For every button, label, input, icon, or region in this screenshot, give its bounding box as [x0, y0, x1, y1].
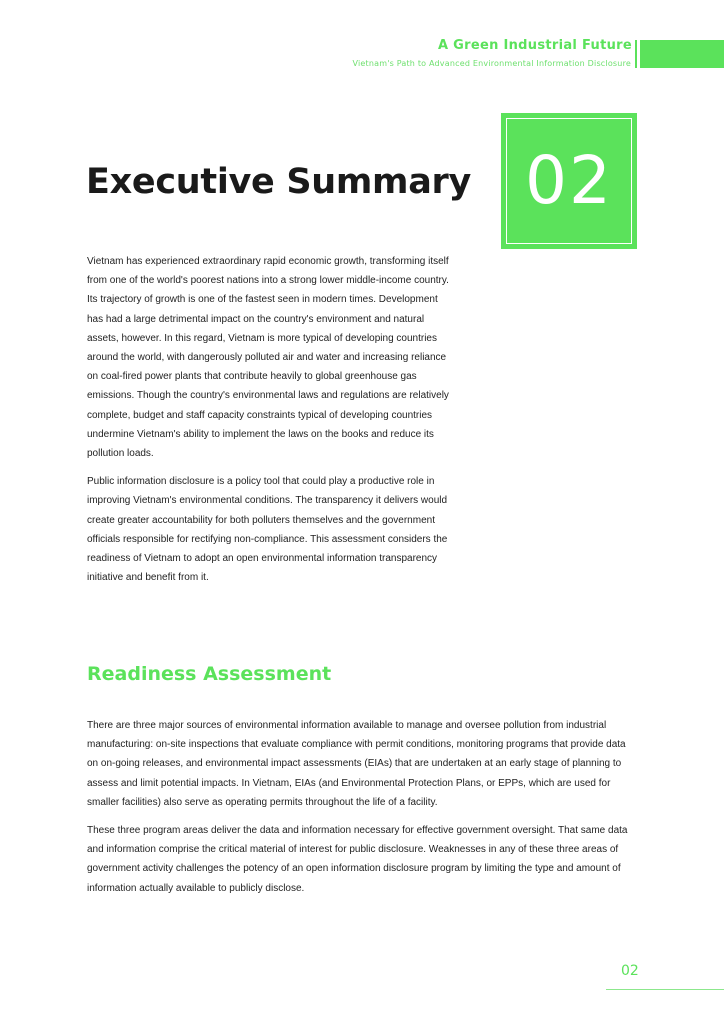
section-heading: Readiness Assessment [87, 663, 332, 685]
footer-rule [606, 989, 724, 990]
section-body [87, 716, 635, 907]
section-paragraph: These three program areas deliver the data and information necessary for effective government oversight. That same data and information comprise the critical material of interest for public disclosure. Weaknesses in any of these three areas of government activity challenges the potency of an open information disclosure program by limiting the type and amount of information actually available to publicly disclose. [87, 825, 628, 894]
header-accent-rule [635, 40, 637, 68]
intro-text [87, 252, 449, 596]
chapter-number: 02 [525, 142, 613, 219]
header-title: A Green Industrial Future [438, 38, 632, 53]
chapter-badge-frame [506, 118, 632, 244]
intro-paragraph: Public information disclosure is a policy tool that could play a productive role in improving Vietnam's environmental conditions. The transparency it delivers would create greater accountability for both polluters themselves and the government officials responsible for rectifying non-compliance. This assessment considers the readiness of Vietnam to adopt an open environmental information transparency initiative and benefit from it. [87, 476, 448, 584]
page-title: Executive Summary [86, 162, 472, 202]
intro-paragraph: Vietnam has experienced extraordinary rapid economic growth, transforming itself from one of the world's poorest nations into a strong lower middle-income country. Its trajectory of growth is one of the fastest seen in modern times. Development has had a large detrimental impact on the country's environment and natural assets, however. In this regard, Vietnam is more typical of developing countries around the world, with dangerously polluted air and water and increasing reliance on coal-fired power plants that contribute heavily to global greenhouse gas emissions. Though the country's environmental laws and regulations are relatively complete, budget and staff capacity constraints typical of developing countries undermine Vietnam's ability to implement the laws on the books and reduce its pollution loads. [87, 256, 449, 460]
header-subtitle: Vietnam's Path to Advanced Environmental Information Disclosure [352, 59, 631, 68]
header-accent-bar [640, 40, 724, 68]
section-paragraph: There are three major sources of environmental information available to manage and oversee pollution from industrial manufacturing: on-site inspections that evaluate compliance with permit conditions, monitoring programs that provide data on on-going releases, and environmental impact assessments (EIAs) that are undertaken at an early stage of planning to assess and limit potential impacts. In Vietnam, EIAs (and Environmental Protection Plans, or EPPs, which are used for smaller facilities) also serve as operating permits throughout the life of a facility. [87, 720, 626, 808]
chapter-badge [501, 113, 637, 249]
page-number: 02 [621, 963, 639, 979]
